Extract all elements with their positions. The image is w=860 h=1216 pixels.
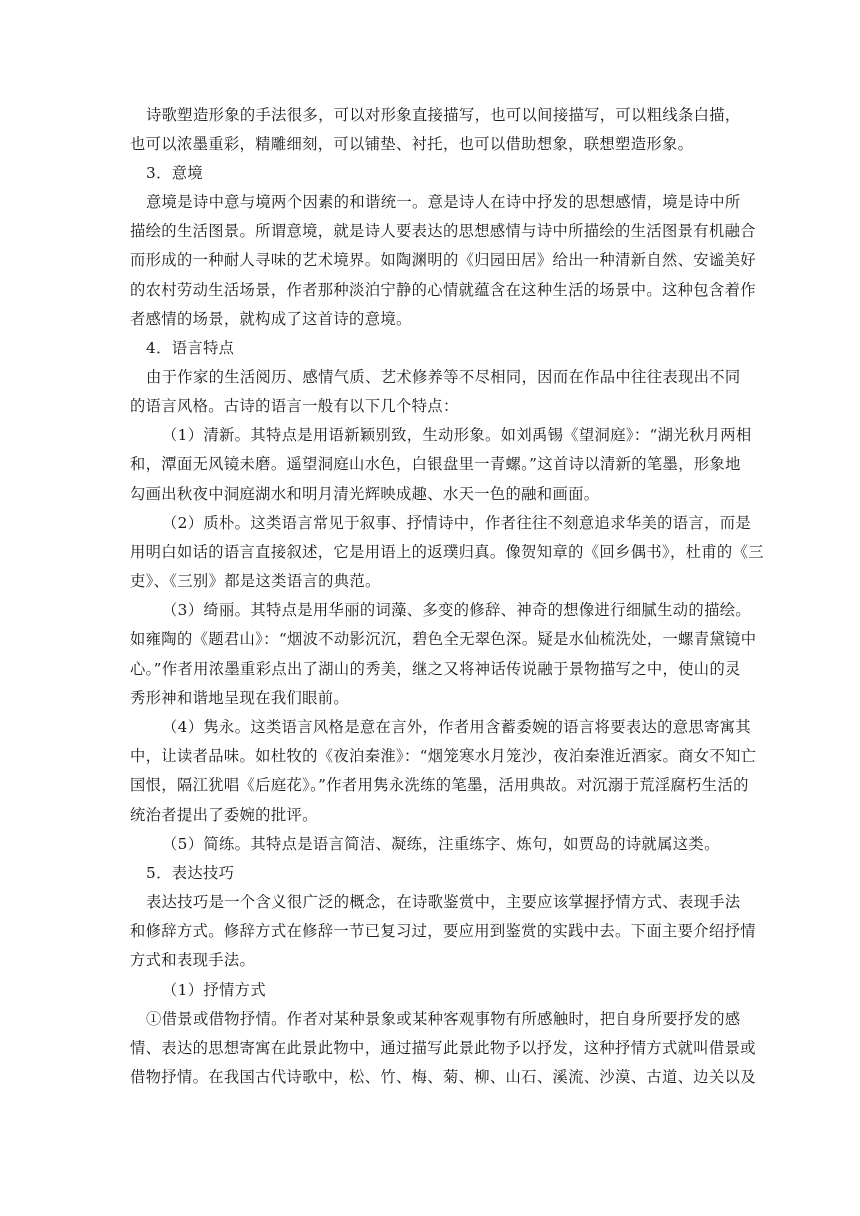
list-item-line: 用明白如话的语言直接叙述，它是用语上的返璞归真。像贺知章的《回乡偶书》，杜甫的《三 [130, 543, 764, 561]
section-heading: 5．表达技巧 [146, 864, 235, 882]
list-item-line: 和，潭面无风镜未磨。遥望洞庭山水色，白银盘里一青螺。”这首诗以清新的笔墨，形象地 [130, 455, 741, 473]
paragraph-line: 诗歌塑造形象的手法很多，可以对形象直接描写，也可以间接描写，可以粗线条白描， [146, 106, 741, 124]
section-heading: 3．意境 [146, 164, 204, 182]
list-item-line: 心。”作者用浓墨重彩点出了湖山的秀美，继之又将神话传说融于景物描写之中，使山的灵 [130, 660, 741, 678]
paragraph-line: 方式和表现手法。 [130, 951, 256, 969]
paragraph-line: ①借景或借物抒情。作者对某种景象或某种客观事物有所感触时，把自身所要抒发的感 [146, 1010, 741, 1028]
paragraph-line: 由于作家的生活阅历、感情气质、艺术修养等不尽相同，因而在作品中往往表现出不同 [146, 368, 741, 386]
subheading: （1）抒情方式 [162, 981, 266, 999]
paragraph-line: 而形成的一种耐人寻味的艺术境界。如陶渊明的《归园田居》给出一种清新自然、安谧美好 [130, 251, 756, 269]
list-item-line: （1）清新。其特点是用语新颖别致，生动形象。如刘禹锡《望洞庭》：“湖光秋月两相 [162, 426, 752, 444]
paragraph-line: 也可以浓墨重彩，精雕细刻，可以铺垫、衬托，也可以借助想象，联想塑造形象。 [130, 135, 694, 153]
list-item-line: 秀形神和谐地呈现在我们眼前。 [130, 689, 350, 707]
section-heading: 4．语言特点 [146, 339, 235, 357]
paragraph-line: 借物抒情。在我国古代诗歌中，松、竹、梅、菊、柳、山石、溪流、沙漠、古道、边关以及 [130, 1068, 756, 1086]
list-item-line: （5）简练。其特点是语言简洁、凝练，注重练字、炼句，如贾岛的诗就属这类。 [162, 835, 720, 853]
list-item-line: 国恨，隔江犹唱《后庭花》。”作者用隽永洗练的笔墨，活用典故。对沉溺于荒淫腐朽生活的 [130, 776, 749, 794]
paragraph-line: 的农村劳动生活场景，作者那种淡泊宁静的心情就蕴含在这种生活的场景中。这种包含着作 [130, 281, 756, 299]
list-item-line: 中，让读者品味。如杜牧的《夜泊秦淮》：“烟笼寒水月笼沙，夜泊秦淮近酒家。商女不知亡 [130, 747, 757, 765]
paragraph-line: 情、表达的思想寄寓在此景此物中，通过描写此景此物予以抒发，这种抒情方式就叫借景或 [130, 1039, 756, 1057]
list-item-line: 如雍陶的《题君山》：“烟波不动影沉沉，碧色全无翠色深。疑是水仙梳洗处，一螺青黛镜中 [130, 630, 757, 648]
list-item-line: 统治者提出了委婉的批评。 [130, 806, 318, 824]
list-item-line: （3）绮丽。其特点是用华丽的词藻、多变的修辞、神奇的想像进行细腻生动的描绘。 [162, 601, 752, 619]
paragraph-line: 描绘的生活图景。所谓意境，就是诗人要表达的思想感情与诗中所描绘的生活图景有机融合 [130, 222, 756, 240]
paragraph-line: 者感情的场景，就构成了这首诗的意境。 [130, 310, 412, 328]
list-item-line: 勾画出秋夜中洞庭湖水和明月清光辉映成趣、水天一色的融和画面。 [130, 485, 600, 503]
paragraph-line: 和修辞方式。修辞方式在修辞一节已复习过，要应用到鉴赏的实践中去。下面主要介绍抒情 [130, 922, 756, 940]
list-item-line: （4）隽永。这类语言风格是意在言外，作者用含蓄委婉的语言将要表达的意思寄寓其 [162, 718, 752, 736]
paragraph-line: 的语言风格。古诗的语言一般有以下几个特点： [130, 397, 459, 415]
list-item-line: （2）质朴。这类语言常见于叙事、抒情诗中，作者往往不刻意追求华美的语言，而是 [162, 514, 752, 532]
list-item-line: 吏》、《三别》都是这类语言的典范。 [130, 572, 381, 590]
paragraph-line: 表达技巧是一个含义很广泛的概念，在诗歌鉴赏中，主要应该掌握抒情方式、表现手法 [146, 893, 741, 911]
paragraph-line: 意境是诗中意与境两个因素的和谐统一。意是诗人在诗中抒发的思想感情，境是诗中所 [146, 193, 741, 211]
